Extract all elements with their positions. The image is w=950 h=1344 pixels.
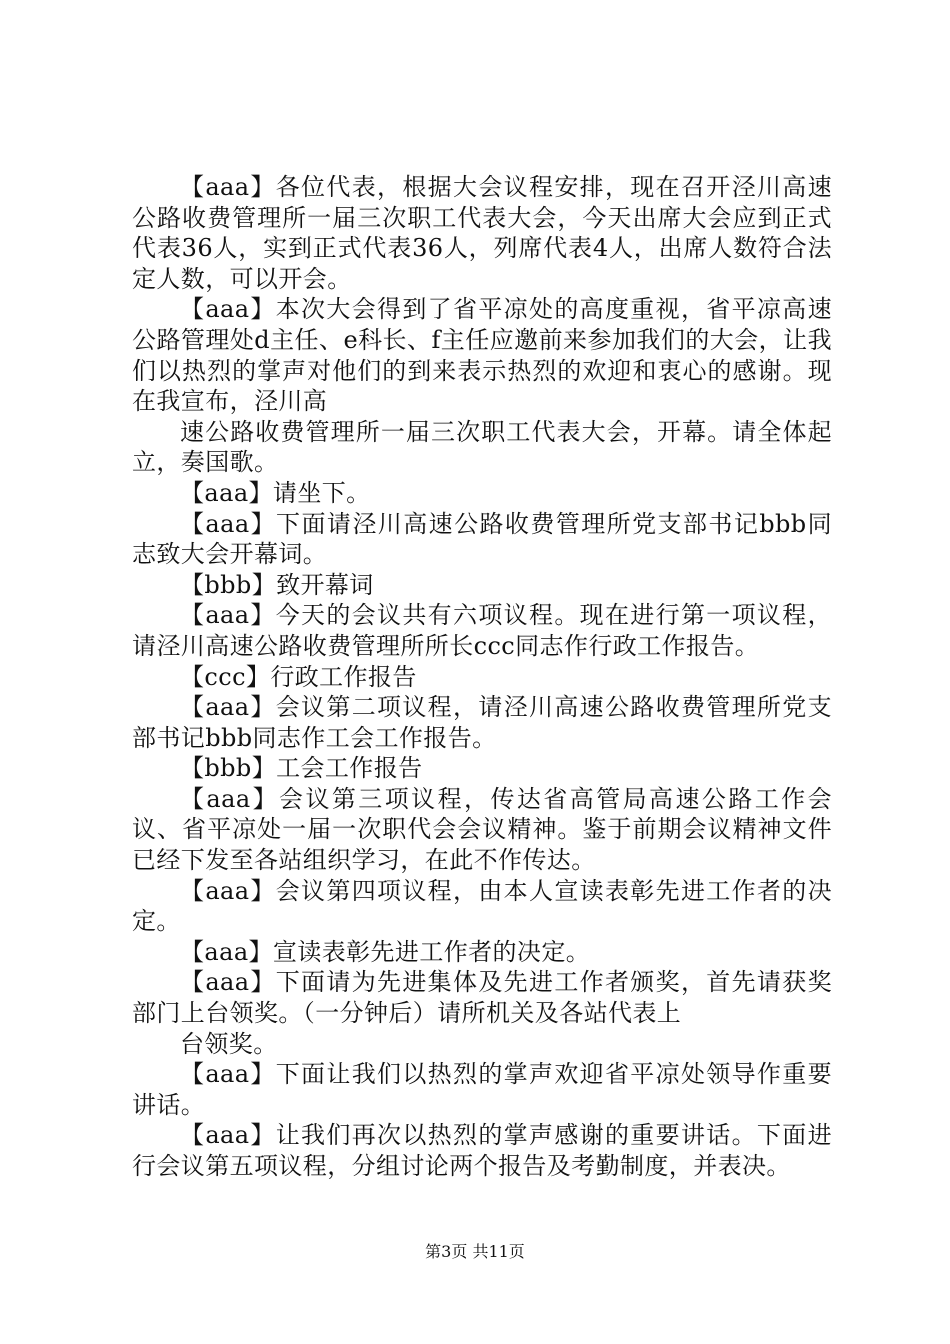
paragraph-1: 【aaa】各位代表，根据大会议程安排，现在召开泾川高速公路收费管理所一届三次职工代表大会，今天出席大会应到正式代表36人，实到正式代表36人，列席代表4人，出席人数符合法定人数，可以开会。 [132,173,832,293]
paragraph-8: 【ccc】行政工作报告 [180,662,417,691]
paragraph-15: 台领奖。 [180,1029,278,1058]
paragraph-5: 【aaa】下面请泾川高速公路收费管理所党支部书记bbb同志致大会开幕词。 [132,509,832,569]
paragraph-3: 速公路收费管理所一届三次职工代表大会，开幕。请全体起立，奏国歌。 [132,417,832,477]
paragraph-16: 【aaa】下面让我们以热烈的掌声欢迎省平凉处领导作重要讲话。 [132,1060,832,1119]
paragraph-4: 【aaa】请坐下。 [180,478,371,507]
paragraph-13: 【aaa】宣读表彰先进工作者的决定。 [180,937,591,966]
page-number-footer: 第3页 共11页 [425,1242,525,1261]
paragraph-6: 【bbb】致开幕词 [180,570,374,599]
paragraph-17: 【aaa】让我们再次以热烈的掌声感谢的重要讲话。下面进行会议第五项议程，分组讨论两个报告及考勤制度，并表决。 [132,1121,832,1180]
paragraph-9: 【aaa】会议第二项议程，请泾川高速公路收费管理所党支部书记bbb同志作工会工作报告。 [132,693,832,752]
paragraph-12: 【aaa】会议第四项议程，由本人宣读表彰先进工作者的决定。 [132,876,832,936]
paragraph-11: 【aaa】会议第三项议程，传达省高管局高速公路工作会议、省平凉处一届一次职代会会议精神。鉴于前期会议精神文件已经下发至各站组织学习，在此不作传达。 [132,784,832,875]
document-body [132,172,832,1182]
paragraph-14: 【aaa】下面请为先进集体及先进工作者颁奖，首先请获奖部门上台领奖。（一分钟后）请所机关及各站代表上 [132,968,832,1028]
paragraph-2: 【aaa】本次大会得到了省平凉处的高度重视，省平凉高速公路管理处d主任、e科长、f主任应邀前来参加我们的大会，让我们以热烈的掌声对他们的到来表示热烈的欢迎和衷心的感谢。现在我宣布，泾川高 [132,295,832,416]
paragraph-10: 【bbb】工会工作报告 [180,754,423,783]
paragraph-7: 【aaa】今天的会议共有六项议程。现在进行第一项议程，请泾川高速公路收费管理所所长ccc同志作行政工作报告。 [132,601,832,660]
